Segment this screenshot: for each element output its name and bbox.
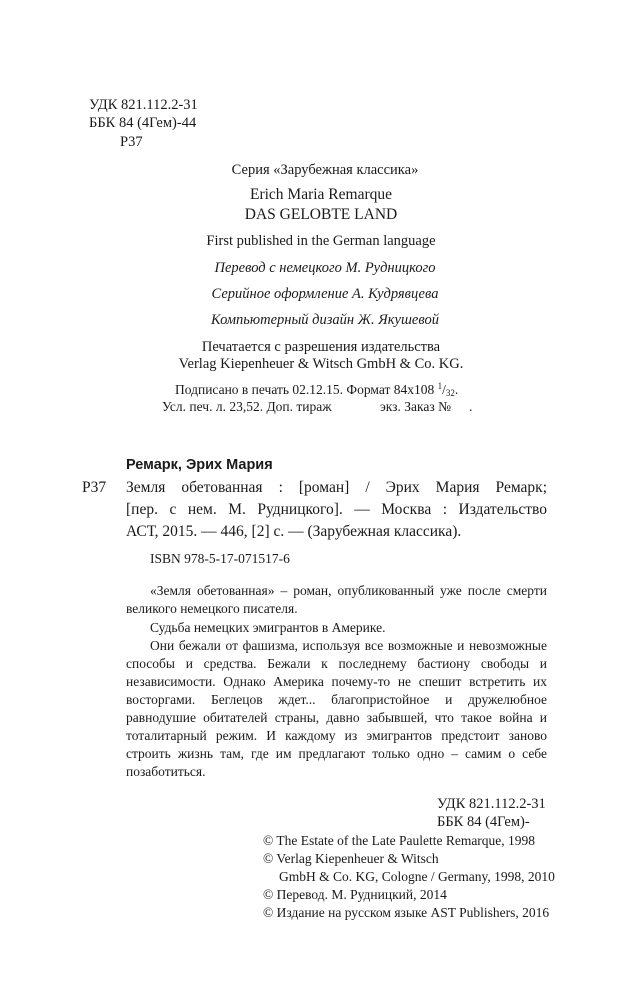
print-info-line-2-end: . <box>469 399 473 414</box>
annotation-p3-last-line: позаботиться. <box>126 764 206 779</box>
permission-line-1: Печатается с разрешения издательства <box>201 339 441 355</box>
catalog-mark: Р37 <box>82 479 107 496</box>
annotation-p3-line-2: способы и средства. Бежали к последнему бастиону свободы и <box>126 656 547 671</box>
order-number-label: экз. Заказ № <box>380 399 451 414</box>
bbk-code: ББК 84 (4Гем)-44 <box>89 115 197 131</box>
translator-credit: Перевод с немецкого М. Рудницкого <box>214 260 436 276</box>
annotation-p3-line-5: равнодушие обитателей страны, давно забывшей, что такое война и <box>126 710 547 725</box>
format-fraction-denominator: 32 <box>445 388 455 398</box>
copyright-publisher: © Verlag Kiepenheuer & Witsch <box>263 851 439 866</box>
bottom-udk-code: УДК 821.112.2-31 <box>437 796 546 812</box>
copyright-publisher-cont: GmbH & Co. KG, Cologne / Germany, 1998, 2010 <box>279 869 555 884</box>
annotation-p3-line-4: восторгами. Беглецов ждет... благопристойное и дружелюбное <box>126 692 547 707</box>
permission-line-2: Verlag Kiepenheuer & Witsch GmbH & Co. KG. <box>178 356 464 372</box>
annotation-p3-line-7: строить жизнь там, где им предлагают только одно – самим о себе <box>126 746 547 761</box>
catalog-desc-line-1: Земля обетованная : [роман] / Эрих Мария Ремарк; <box>126 479 547 496</box>
copyright-edition: © Издание на русском языке AST Publishers, 2016 <box>263 905 550 920</box>
catalog-desc-line-3: АСТ, 2015. — 446, [2] с. — (Зарубежная классика). <box>126 523 462 540</box>
original-author: Erich Maria Remarque <box>249 186 393 203</box>
print-signed-date-format: Подписано в печать 02.12.15. Формат 84x108 <box>175 382 438 397</box>
print-run-info: Усл. печ. л. 23,52. Доп. тираж <box>162 399 332 414</box>
format-fraction-numerator: 1 <box>437 381 443 391</box>
first-published-note: First published in the German language <box>206 233 436 249</box>
catalog-desc-line-2: [пер. с нем. М. Рудницкого]. — Москва : Издательство <box>126 501 547 518</box>
annotation-p1-line-2: великого немецкого писателя. <box>126 601 298 616</box>
print-info-line-1-end: . <box>454 382 459 397</box>
udk-code: УДК 821.112.2-31 <box>89 97 198 113</box>
annotation-p3-line-3: независимости. Однако Америка почему-то не спешит встретить их <box>126 674 547 689</box>
computer-design-credit: Компьютерный дизайн Ж. Якушевой <box>211 312 439 328</box>
format-fraction-separator: / <box>442 382 446 397</box>
author-mark: Р37 <box>120 134 143 150</box>
bottom-bbk-code: ББК 84 (4Гем)- <box>437 814 530 830</box>
series-design-credit: Серийное оформление А. Кудрявцева <box>211 286 439 302</box>
isbn: ISBN 978-5-17-071517-6 <box>150 551 290 566</box>
print-info-line-1 <box>175 381 458 398</box>
annotation-p3-line-6: тоталитарный режим. И каждому из эмигрантов предстоит заново <box>126 728 547 743</box>
series-name: Серия «Зарубежная классика» <box>231 162 419 178</box>
copyright-estate: © The Estate of the Late Paulette Remarque, 1998 <box>263 833 536 848</box>
copyright-translation: © Перевод. М. Рудницкий, 2014 <box>263 887 447 902</box>
annotation-p1-line-1: «Земля обетованная» – роман, опубликованный уже после смерти <box>150 583 547 598</box>
annotation-p3-line-1: Они бежали от фашизма, используя все возможные и невозможные <box>150 638 547 653</box>
annotation-p2: Судьба немецких эмигрантов в Америке. <box>150 620 386 635</box>
catalog-author-heading: Ремарк, Эрих Мария <box>126 457 273 473</box>
original-title: DAS GELOBTE LAND <box>244 206 398 223</box>
